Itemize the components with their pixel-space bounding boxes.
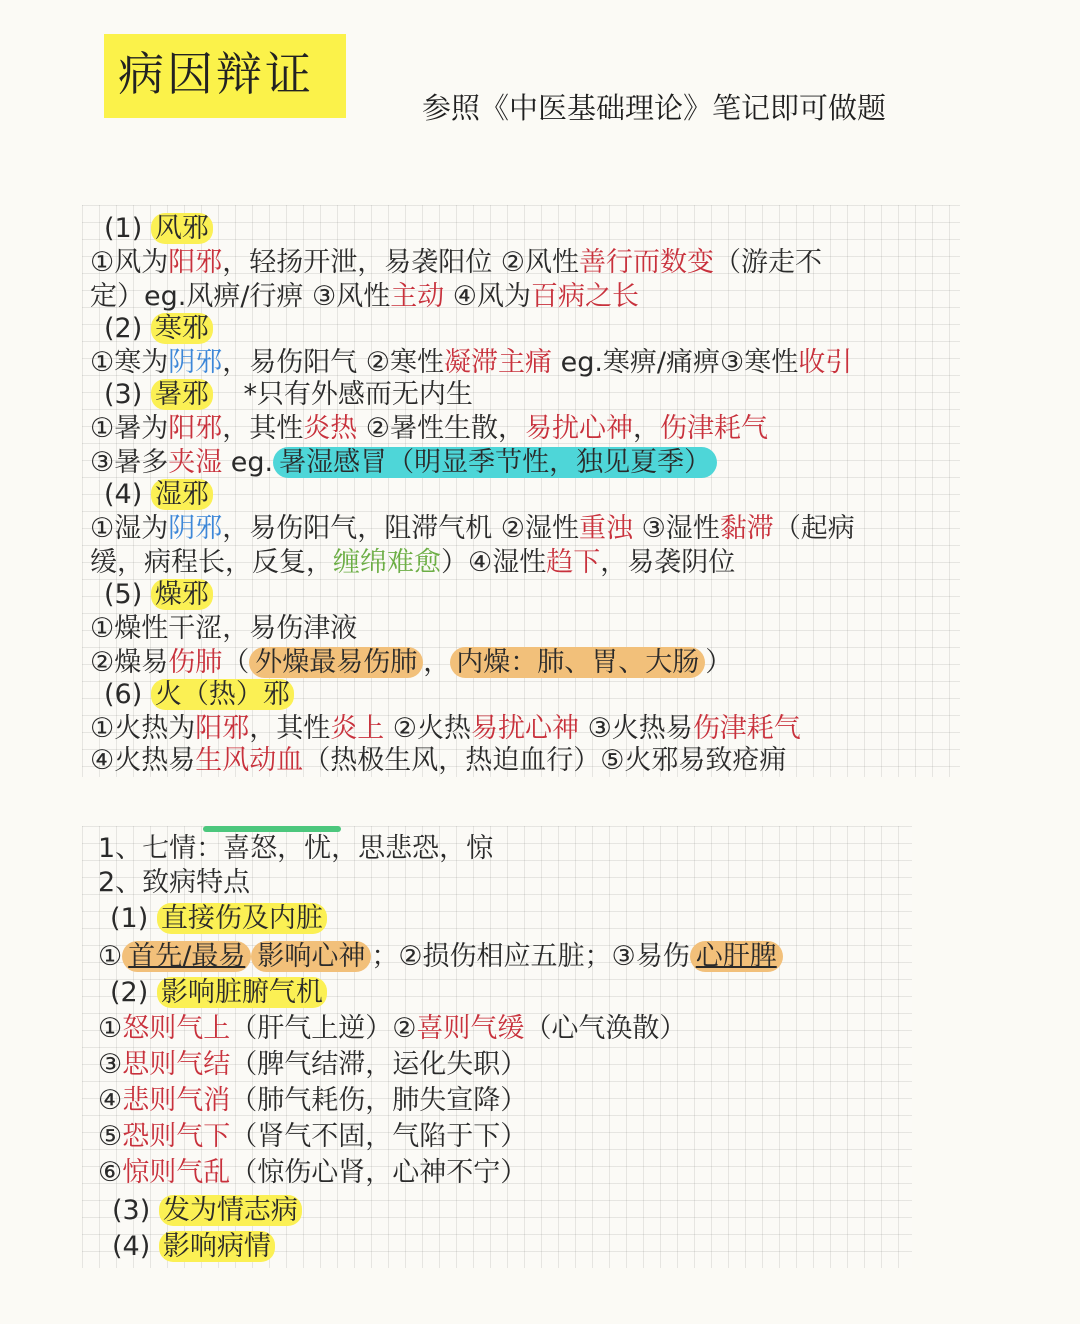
summerheat-note: *只有外感而无内生 (243, 379, 473, 410)
trait-1-heading: (1) 直接伤及内脏 (110, 902, 327, 936)
emotion-line-4: ⑤恐则气下（肾气不固，气陷于下） (98, 1121, 528, 1152)
fire-heading: (6) 火（热）邪 (104, 678, 294, 712)
trait-1-line: ① 首先/最易 影响心神 ；②损伤相应五脏；③易伤 心肝脾 (98, 940, 783, 974)
trait-2-heading: (2) 影响脏腑气机 (110, 976, 327, 1010)
summerheat-label: 暑邪 (151, 379, 213, 410)
emotion-line-5: ⑥惊则气乱（惊伤心肾，心神不宁） (98, 1157, 528, 1188)
trait-3-heading: (3) 发为情志病 (112, 1194, 302, 1228)
damp-line-2: 缓，病程长，反复，缠绵难愈）④湿性趋下，易袭阴位 (90, 547, 736, 578)
wind-label: 风邪 (151, 213, 213, 244)
dryness-line-2: ②燥易伤肺（ 外燥最易伤肺 ， 内燥：肺、胃、大肠 ） (90, 647, 733, 678)
emotion-line-2: ③思则气结（脾气结滞，运化失职） (98, 1049, 528, 1080)
cold-label: 寒邪 (151, 313, 213, 344)
summerheat-line-2: ③暑多夹湿 eg. 暑湿感冒（明显季节性，独见夏季） (90, 446, 717, 480)
fire-line-1: ①火热为阳邪，其性炎上 ②火热易扰心神 ③火热易伤津耗气 (90, 713, 801, 744)
trait-4-heading: (4) 影响病情 (112, 1230, 275, 1264)
trait-2-label: 影响脏腑气机 (157, 977, 327, 1008)
summerheat-line-1: ①暑为阳邪，其性炎热 ②暑性生散，易扰心神，伤津耗气 (90, 413, 769, 444)
cold-heading: (2) 寒邪 (104, 312, 213, 346)
trait-1-label: 直接伤及内脏 (157, 903, 327, 934)
wind-line-1: ①风为阳邪，轻扬开泄，易袭阳位 ②风性善行而数变（游走不 (90, 247, 823, 278)
fire-line-2: ④火热易生风动血（热极生风，热迫血行）⑤火邪易致疮痈 (90, 745, 787, 776)
trait-4-label: 影响病情 (159, 1231, 275, 1262)
damp-heading: (4) 湿邪 (104, 478, 213, 512)
wind-line-2: 定）eg.风痹/行痹 ③风性主动 ④风为百病之长 (90, 281, 640, 312)
dryness-label: 燥邪 (151, 579, 213, 610)
page-title: 病因辩证 (118, 47, 314, 101)
emotion-line-1: ①怒则气上（肝气上逆）②喜则气缓（心气涣散） (98, 1013, 687, 1044)
damp-label: 湿邪 (151, 479, 213, 510)
seven-emotions: 1、七情：喜怒，忧，思悲恐，惊 (98, 833, 494, 864)
page-subtitle: 参照《中医基础理论》笔记即可做题 (422, 91, 887, 125)
emotion-line-3: ④悲则气消（肺气耗伤，肺失宣降） (98, 1085, 528, 1116)
dryness-heading: (5) 燥邪 (104, 578, 213, 612)
fire-label: 火（热）邪 (151, 679, 294, 710)
damp-line-1: ①湿为阴邪，易伤阳气，阻滞气机 ②湿性重浊 ③湿性黏滞（起病 (90, 513, 855, 544)
trait-3-label: 发为情志病 (159, 1195, 302, 1226)
summerheat-heading: (3) 暑邪 *只有外感而无内生 (104, 379, 473, 410)
wind-heading: (1) 风邪 (104, 212, 213, 246)
cold-line-1: ①寒为阴邪，易伤阳气 ②寒性凝滞主痛 eg.寒痹/痛痹③寒性收引 (90, 347, 853, 378)
traits-title: 2、致病特点 (98, 867, 251, 898)
dryness-line-1: ①燥性干涩，易伤津液 (90, 613, 358, 644)
